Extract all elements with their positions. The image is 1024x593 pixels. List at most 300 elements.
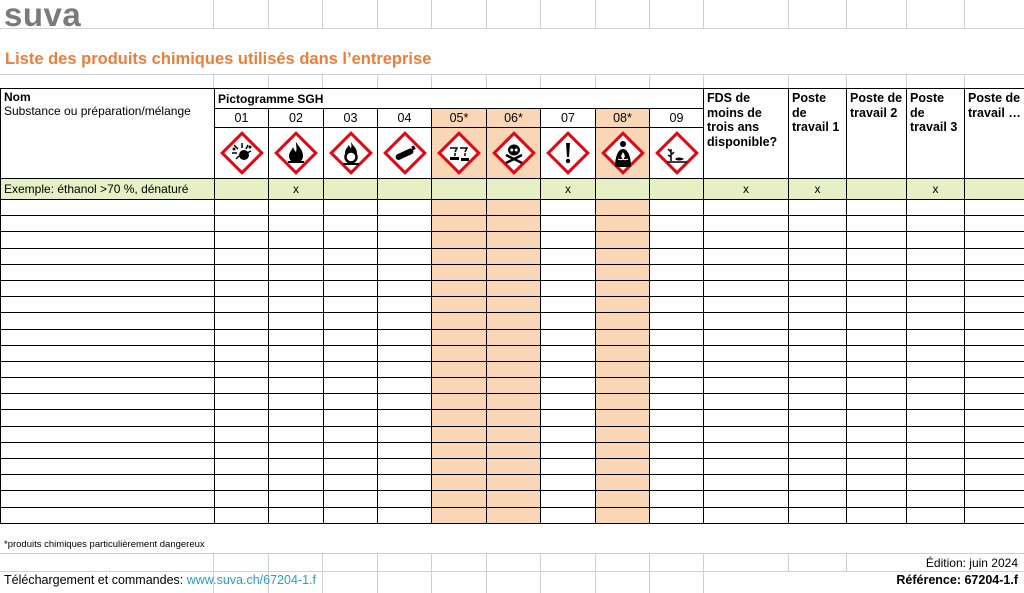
- entry-cell[interactable]: [596, 410, 650, 426]
- substance-cell[interactable]: [1, 313, 215, 329]
- entry-cell[interactable]: [596, 248, 650, 264]
- entry-cell[interactable]: [965, 459, 1024, 475]
- substance-cell[interactable]: [1, 394, 215, 410]
- entry-cell[interactable]: [215, 345, 269, 361]
- entry-cell[interactable]: [378, 264, 432, 280]
- entry-cell[interactable]: [541, 264, 596, 280]
- entry-cell[interactable]: [269, 361, 324, 377]
- entry-cell[interactable]: [378, 426, 432, 442]
- entry-cell[interactable]: [650, 216, 704, 232]
- entry-cell[interactable]: [650, 361, 704, 377]
- entry-cell[interactable]: [487, 248, 541, 264]
- entry-cell[interactable]: [650, 442, 704, 458]
- entry-cell[interactable]: [378, 345, 432, 361]
- entry-cell[interactable]: [487, 280, 541, 296]
- entry-cell[interactable]: [847, 248, 907, 264]
- substance-cell[interactable]: [1, 459, 215, 475]
- entry-cell[interactable]: [432, 200, 487, 216]
- entry-cell[interactable]: [378, 475, 432, 491]
- entry-cell[interactable]: [378, 442, 432, 458]
- entry-cell[interactable]: [847, 459, 907, 475]
- entry-cell[interactable]: [432, 313, 487, 329]
- entry-cell[interactable]: [432, 442, 487, 458]
- entry-cell[interactable]: [847, 232, 907, 248]
- entry-cell[interactable]: [215, 394, 269, 410]
- entry-cell[interactable]: [487, 297, 541, 313]
- entry-cell[interactable]: [704, 264, 789, 280]
- substance-cell[interactable]: [1, 345, 215, 361]
- entry-cell[interactable]: [541, 426, 596, 442]
- entry-cell[interactable]: [650, 264, 704, 280]
- entry-cell[interactable]: [324, 329, 378, 345]
- entry-cell[interactable]: [907, 426, 965, 442]
- entry-cell[interactable]: [541, 232, 596, 248]
- entry-cell[interactable]: [324, 475, 378, 491]
- example-mark[interactable]: x: [907, 179, 965, 200]
- entry-cell[interactable]: [907, 361, 965, 377]
- example-mark[interactable]: x: [789, 179, 847, 200]
- entry-cell[interactable]: [324, 426, 378, 442]
- example-mark[interactable]: x: [704, 179, 789, 200]
- entry-cell[interactable]: [650, 378, 704, 394]
- example-mark[interactable]: [596, 179, 650, 200]
- entry-cell[interactable]: [965, 345, 1024, 361]
- entry-cell[interactable]: [965, 216, 1024, 232]
- entry-cell[interactable]: [789, 442, 847, 458]
- example-mark[interactable]: [965, 179, 1024, 200]
- entry-cell[interactable]: [487, 264, 541, 280]
- entry-cell[interactable]: [487, 200, 541, 216]
- entry-cell[interactable]: [704, 475, 789, 491]
- entry-cell[interactable]: [269, 200, 324, 216]
- entry-cell[interactable]: [789, 280, 847, 296]
- substance-cell[interactable]: [1, 297, 215, 313]
- entry-cell[interactable]: [650, 313, 704, 329]
- entry-cell[interactable]: [596, 378, 650, 394]
- entry-cell[interactable]: [324, 232, 378, 248]
- entry-cell[interactable]: [378, 200, 432, 216]
- entry-cell[interactable]: [650, 459, 704, 475]
- entry-cell[interactable]: [847, 297, 907, 313]
- entry-cell[interactable]: [789, 361, 847, 377]
- entry-cell[interactable]: [847, 507, 907, 523]
- entry-cell[interactable]: [596, 232, 650, 248]
- entry-cell[interactable]: [432, 426, 487, 442]
- entry-cell[interactable]: [432, 329, 487, 345]
- example-mark[interactable]: [378, 179, 432, 200]
- entry-cell[interactable]: [789, 475, 847, 491]
- entry-cell[interactable]: [378, 280, 432, 296]
- entry-cell[interactable]: [704, 313, 789, 329]
- entry-cell[interactable]: [650, 280, 704, 296]
- entry-cell[interactable]: [378, 507, 432, 523]
- entry-cell[interactable]: [907, 459, 965, 475]
- example-mark[interactable]: [215, 179, 269, 200]
- entry-cell[interactable]: [487, 459, 541, 475]
- entry-cell[interactable]: [596, 216, 650, 232]
- entry-cell[interactable]: [965, 313, 1024, 329]
- example-mark[interactable]: [650, 179, 704, 200]
- entry-cell[interactable]: [907, 329, 965, 345]
- example-mark[interactable]: [847, 179, 907, 200]
- entry-cell[interactable]: [541, 475, 596, 491]
- entry-cell[interactable]: [541, 394, 596, 410]
- entry-cell[interactable]: [432, 216, 487, 232]
- entry-cell[interactable]: [596, 361, 650, 377]
- entry-cell[interactable]: [215, 378, 269, 394]
- entry-cell[interactable]: [269, 491, 324, 507]
- entry-cell[interactable]: [704, 410, 789, 426]
- entry-cell[interactable]: [847, 280, 907, 296]
- entry-cell[interactable]: [541, 297, 596, 313]
- entry-cell[interactable]: [378, 232, 432, 248]
- entry-cell[interactable]: [907, 475, 965, 491]
- entry-cell[interactable]: [487, 410, 541, 426]
- entry-cell[interactable]: [269, 475, 324, 491]
- entry-cell[interactable]: [907, 313, 965, 329]
- entry-cell[interactable]: [789, 216, 847, 232]
- entry-cell[interactable]: [907, 345, 965, 361]
- entry-cell[interactable]: [541, 442, 596, 458]
- entry-cell[interactable]: [378, 248, 432, 264]
- entry-cell[interactable]: [965, 329, 1024, 345]
- entry-cell[interactable]: [487, 329, 541, 345]
- substance-cell[interactable]: [1, 491, 215, 507]
- entry-cell[interactable]: [541, 200, 596, 216]
- entry-cell[interactable]: [541, 313, 596, 329]
- substance-cell[interactable]: [1, 426, 215, 442]
- entry-cell[interactable]: [596, 264, 650, 280]
- entry-cell[interactable]: [487, 491, 541, 507]
- entry-cell[interactable]: [269, 394, 324, 410]
- entry-cell[interactable]: [907, 297, 965, 313]
- entry-cell[interactable]: [324, 345, 378, 361]
- entry-cell[interactable]: [324, 264, 378, 280]
- entry-cell[interactable]: [432, 410, 487, 426]
- entry-cell[interactable]: [596, 507, 650, 523]
- entry-cell[interactable]: [269, 426, 324, 442]
- entry-cell[interactable]: [907, 442, 965, 458]
- entry-cell[interactable]: [847, 313, 907, 329]
- entry-cell[interactable]: [432, 361, 487, 377]
- entry-cell[interactable]: [596, 313, 650, 329]
- entry-cell[interactable]: [704, 297, 789, 313]
- entry-cell[interactable]: [704, 378, 789, 394]
- entry-cell[interactable]: [704, 426, 789, 442]
- entry-cell[interactable]: [215, 329, 269, 345]
- entry-cell[interactable]: [487, 232, 541, 248]
- entry-cell[interactable]: [907, 507, 965, 523]
- entry-cell[interactable]: [907, 491, 965, 507]
- entry-cell[interactable]: [269, 232, 324, 248]
- entry-cell[interactable]: [704, 248, 789, 264]
- entry-cell[interactable]: [215, 248, 269, 264]
- entry-cell[interactable]: [847, 216, 907, 232]
- entry-cell[interactable]: [650, 200, 704, 216]
- entry-cell[interactable]: [324, 394, 378, 410]
- entry-cell[interactable]: [847, 475, 907, 491]
- entry-cell[interactable]: [965, 378, 1024, 394]
- entry-cell[interactable]: [789, 378, 847, 394]
- entry-cell[interactable]: [378, 361, 432, 377]
- entry-cell[interactable]: [269, 264, 324, 280]
- substance-cell[interactable]: [1, 280, 215, 296]
- entry-cell[interactable]: [907, 248, 965, 264]
- entry-cell[interactable]: [847, 264, 907, 280]
- entry-cell[interactable]: [215, 410, 269, 426]
- entry-cell[interactable]: [789, 394, 847, 410]
- substance-cell[interactable]: [1, 410, 215, 426]
- substance-cell[interactable]: [1, 216, 215, 232]
- entry-cell[interactable]: [789, 329, 847, 345]
- example-mark[interactable]: [432, 179, 487, 200]
- substance-cell[interactable]: [1, 475, 215, 491]
- entry-cell[interactable]: [965, 280, 1024, 296]
- entry-cell[interactable]: [847, 200, 907, 216]
- entry-cell[interactable]: [650, 329, 704, 345]
- entry-cell[interactable]: [324, 507, 378, 523]
- entry-cell[interactable]: [541, 329, 596, 345]
- entry-cell[interactable]: [324, 361, 378, 377]
- entry-cell[interactable]: [541, 378, 596, 394]
- entry-cell[interactable]: [704, 216, 789, 232]
- entry-cell[interactable]: [596, 280, 650, 296]
- entry-cell[interactable]: [704, 507, 789, 523]
- entry-cell[interactable]: [965, 475, 1024, 491]
- entry-cell[interactable]: [789, 248, 847, 264]
- entry-cell[interactable]: [215, 200, 269, 216]
- entry-cell[interactable]: [215, 507, 269, 523]
- entry-cell[interactable]: [965, 232, 1024, 248]
- entry-cell[interactable]: [789, 410, 847, 426]
- entry-cell[interactable]: [324, 200, 378, 216]
- substance-cell[interactable]: [1, 378, 215, 394]
- entry-cell[interactable]: [789, 200, 847, 216]
- entry-cell[interactable]: [487, 507, 541, 523]
- entry-cell[interactable]: [704, 442, 789, 458]
- entry-cell[interactable]: [704, 329, 789, 345]
- entry-cell[interactable]: [704, 200, 789, 216]
- entry-cell[interactable]: [847, 426, 907, 442]
- entry-cell[interactable]: [704, 394, 789, 410]
- substance-cell[interactable]: [1, 442, 215, 458]
- entry-cell[interactable]: [269, 313, 324, 329]
- entry-cell[interactable]: [215, 442, 269, 458]
- entry-cell[interactable]: [378, 394, 432, 410]
- entry-cell[interactable]: [487, 345, 541, 361]
- entry-cell[interactable]: [215, 426, 269, 442]
- entry-cell[interactable]: [789, 491, 847, 507]
- entry-cell[interactable]: [324, 216, 378, 232]
- entry-cell[interactable]: [789, 313, 847, 329]
- entry-cell[interactable]: [432, 459, 487, 475]
- download-link[interactable]: www.suva.ch/67204-1.f: [186, 573, 316, 587]
- substance-cell[interactable]: [1, 361, 215, 377]
- entry-cell[interactable]: [541, 248, 596, 264]
- entry-cell[interactable]: [324, 297, 378, 313]
- entry-cell[interactable]: [378, 216, 432, 232]
- entry-cell[interactable]: [789, 426, 847, 442]
- entry-cell[interactable]: [269, 507, 324, 523]
- entry-cell[interactable]: [432, 280, 487, 296]
- entry-cell[interactable]: [907, 410, 965, 426]
- entry-cell[interactable]: [324, 410, 378, 426]
- entry-cell[interactable]: [650, 394, 704, 410]
- entry-cell[interactable]: [596, 329, 650, 345]
- entry-cell[interactable]: [487, 216, 541, 232]
- entry-cell[interactable]: [215, 491, 269, 507]
- example-mark[interactable]: x: [269, 179, 324, 200]
- entry-cell[interactable]: [378, 491, 432, 507]
- entry-cell[interactable]: [215, 297, 269, 313]
- entry-cell[interactable]: [596, 426, 650, 442]
- entry-cell[interactable]: [965, 507, 1024, 523]
- entry-cell[interactable]: [269, 297, 324, 313]
- entry-cell[interactable]: [324, 442, 378, 458]
- entry-cell[interactable]: [432, 232, 487, 248]
- entry-cell[interactable]: [789, 459, 847, 475]
- entry-cell[interactable]: [789, 345, 847, 361]
- entry-cell[interactable]: [965, 297, 1024, 313]
- entry-cell[interactable]: [269, 329, 324, 345]
- entry-cell[interactable]: [487, 426, 541, 442]
- substance-cell[interactable]: [1, 329, 215, 345]
- entry-cell[interactable]: [650, 232, 704, 248]
- entry-cell[interactable]: [432, 394, 487, 410]
- entry-cell[interactable]: [215, 232, 269, 248]
- entry-cell[interactable]: [269, 442, 324, 458]
- substance-cell[interactable]: [1, 264, 215, 280]
- entry-cell[interactable]: [965, 264, 1024, 280]
- entry-cell[interactable]: [596, 442, 650, 458]
- entry-cell[interactable]: [650, 491, 704, 507]
- entry-cell[interactable]: [650, 297, 704, 313]
- entry-cell[interactable]: [847, 442, 907, 458]
- example-mark[interactable]: [487, 179, 541, 200]
- entry-cell[interactable]: [541, 410, 596, 426]
- entry-cell[interactable]: [965, 442, 1024, 458]
- entry-cell[interactable]: [650, 507, 704, 523]
- entry-cell[interactable]: [378, 459, 432, 475]
- example-mark[interactable]: x: [541, 179, 596, 200]
- entry-cell[interactable]: [907, 394, 965, 410]
- entry-cell[interactable]: [596, 459, 650, 475]
- entry-cell[interactable]: [847, 361, 907, 377]
- substance-cell[interactable]: [1, 232, 215, 248]
- entry-cell[interactable]: [965, 361, 1024, 377]
- entry-cell[interactable]: [541, 459, 596, 475]
- entry-cell[interactable]: [789, 297, 847, 313]
- substance-cell[interactable]: [1, 507, 215, 523]
- entry-cell[interactable]: [907, 232, 965, 248]
- entry-cell[interactable]: [541, 216, 596, 232]
- entry-cell[interactable]: [650, 248, 704, 264]
- entry-cell[interactable]: [704, 361, 789, 377]
- entry-cell[interactable]: [541, 491, 596, 507]
- entry-cell[interactable]: [596, 491, 650, 507]
- entry-cell[interactable]: [215, 264, 269, 280]
- entry-cell[interactable]: [269, 378, 324, 394]
- entry-cell[interactable]: [432, 378, 487, 394]
- entry-cell[interactable]: [324, 459, 378, 475]
- entry-cell[interactable]: [378, 378, 432, 394]
- entry-cell[interactable]: [907, 264, 965, 280]
- entry-cell[interactable]: [378, 410, 432, 426]
- entry-cell[interactable]: [432, 475, 487, 491]
- entry-cell[interactable]: [789, 232, 847, 248]
- entry-cell[interactable]: [324, 248, 378, 264]
- entry-cell[interactable]: [269, 280, 324, 296]
- entry-cell[interactable]: [907, 280, 965, 296]
- entry-cell[interactable]: [378, 313, 432, 329]
- entry-cell[interactable]: [907, 378, 965, 394]
- entry-cell[interactable]: [324, 491, 378, 507]
- entry-cell[interactable]: [965, 394, 1024, 410]
- entry-cell[interactable]: [269, 459, 324, 475]
- entry-cell[interactable]: [487, 378, 541, 394]
- entry-cell[interactable]: [847, 378, 907, 394]
- entry-cell[interactable]: [269, 216, 324, 232]
- entry-cell[interactable]: [487, 394, 541, 410]
- entry-cell[interactable]: [965, 410, 1024, 426]
- substance-cell[interactable]: [1, 200, 215, 216]
- entry-cell[interactable]: [789, 264, 847, 280]
- entry-cell[interactable]: [847, 491, 907, 507]
- entry-cell[interactable]: [432, 248, 487, 264]
- entry-cell[interactable]: [596, 394, 650, 410]
- entry-cell[interactable]: [596, 297, 650, 313]
- entry-cell[interactable]: [269, 248, 324, 264]
- entry-cell[interactable]: [847, 345, 907, 361]
- entry-cell[interactable]: [432, 345, 487, 361]
- entry-cell[interactable]: [965, 491, 1024, 507]
- entry-cell[interactable]: [704, 280, 789, 296]
- entry-cell[interactable]: [965, 200, 1024, 216]
- entry-cell[interactable]: [596, 200, 650, 216]
- entry-cell[interactable]: [215, 280, 269, 296]
- entry-cell[interactable]: [487, 361, 541, 377]
- entry-cell[interactable]: [432, 491, 487, 507]
- entry-cell[interactable]: [789, 507, 847, 523]
- entry-cell[interactable]: [215, 475, 269, 491]
- entry-cell[interactable]: [541, 507, 596, 523]
- entry-cell[interactable]: [378, 297, 432, 313]
- entry-cell[interactable]: [650, 426, 704, 442]
- entry-cell[interactable]: [215, 459, 269, 475]
- entry-cell[interactable]: [704, 232, 789, 248]
- entry-cell[interactable]: [432, 297, 487, 313]
- entry-cell[interactable]: [965, 248, 1024, 264]
- entry-cell[interactable]: [704, 345, 789, 361]
- entry-cell[interactable]: [907, 216, 965, 232]
- entry-cell[interactable]: [704, 459, 789, 475]
- entry-cell[interactable]: [965, 426, 1024, 442]
- entry-cell[interactable]: [378, 329, 432, 345]
- entry-cell[interactable]: [269, 345, 324, 361]
- entry-cell[interactable]: [324, 280, 378, 296]
- entry-cell[interactable]: [215, 313, 269, 329]
- entry-cell[interactable]: [269, 410, 324, 426]
- entry-cell[interactable]: [541, 361, 596, 377]
- entry-cell[interactable]: [487, 475, 541, 491]
- substance-cell[interactable]: [1, 248, 215, 264]
- entry-cell[interactable]: [215, 361, 269, 377]
- entry-cell[interactable]: [541, 345, 596, 361]
- entry-cell[interactable]: [650, 410, 704, 426]
- entry-cell[interactable]: [847, 394, 907, 410]
- entry-cell[interactable]: [432, 507, 487, 523]
- entry-cell[interactable]: [487, 313, 541, 329]
